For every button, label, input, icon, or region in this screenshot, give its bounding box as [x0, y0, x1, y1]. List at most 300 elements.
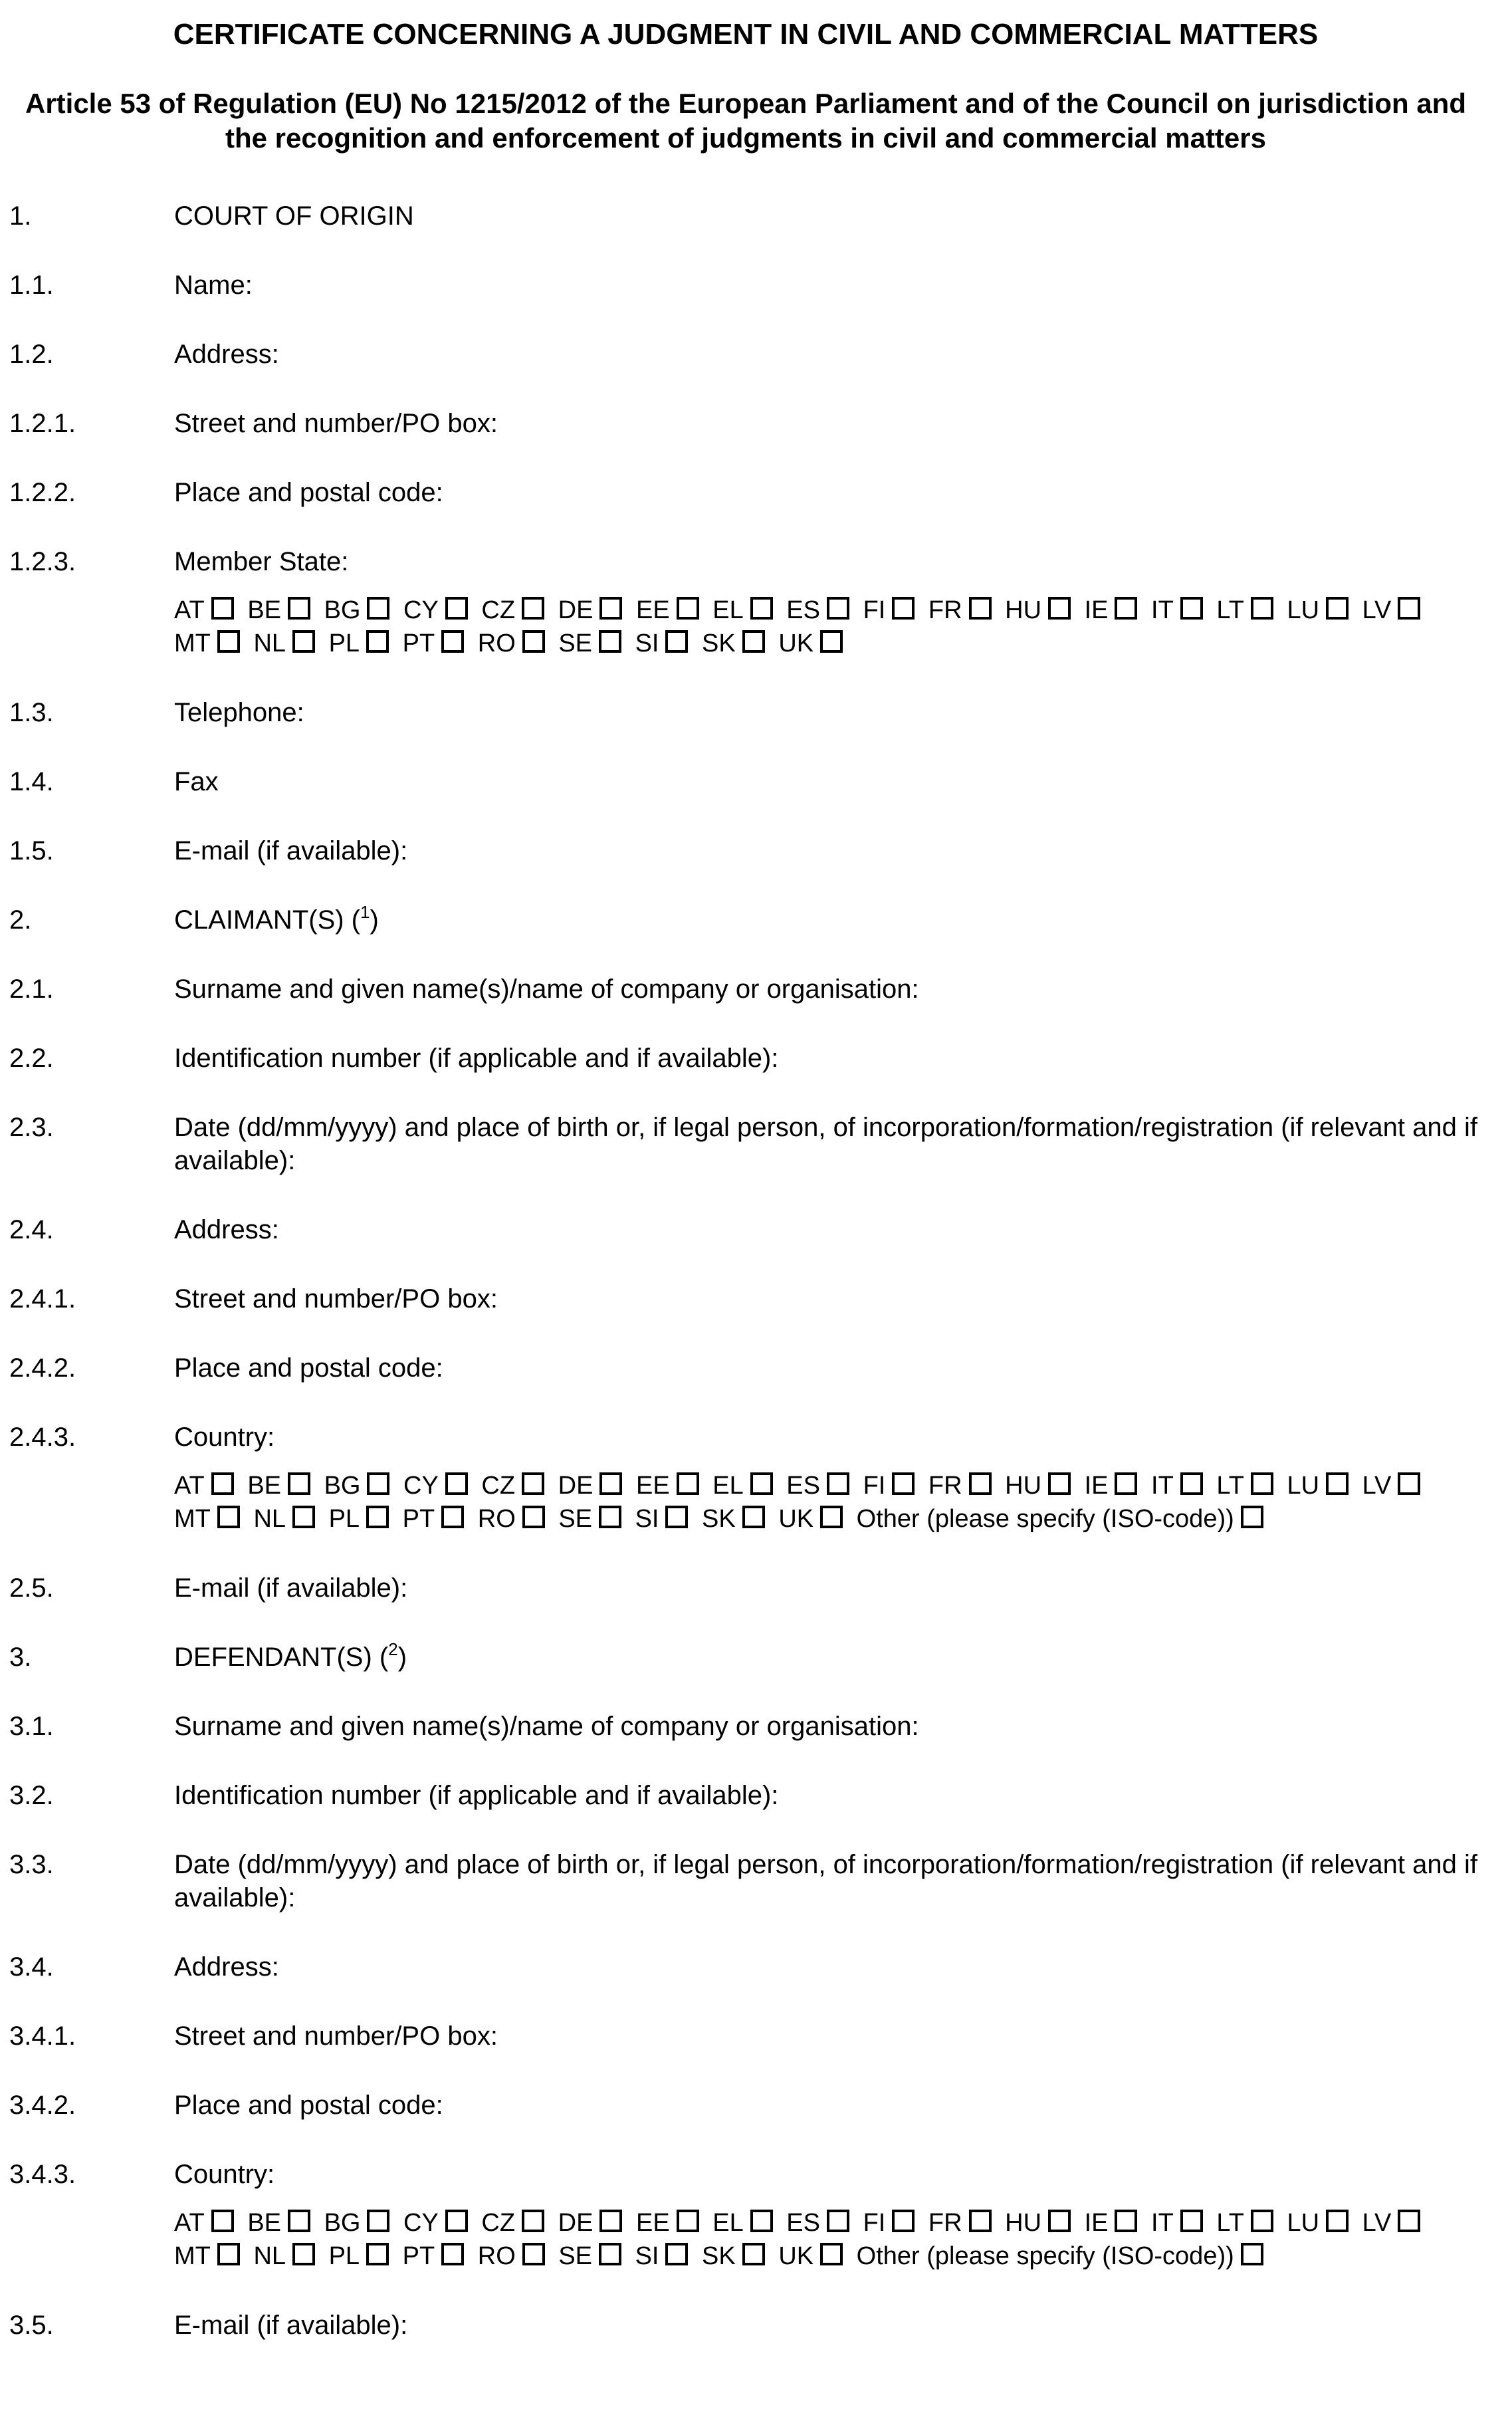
country-code-label: PL: [328, 1505, 360, 1533]
checkbox-nl[interactable]: [292, 630, 315, 653]
item-label: Identification number (if applicable and if available):: [174, 1044, 779, 1073]
checkbox-cy[interactable]: [445, 2210, 468, 2232]
checkbox-si[interactable]: [665, 2243, 688, 2265]
country-code-label: AT: [174, 1472, 205, 1500]
country-code-label: IE: [1084, 1472, 1109, 1500]
checkbox-lu[interactable]: [1326, 2210, 1349, 2232]
checkbox-lt[interactable]: [1251, 597, 1273, 620]
checkbox-de[interactable]: [599, 1472, 622, 1495]
country-code-label: EL: [712, 2209, 744, 2237]
country-option: [1085, 2209, 1138, 2237]
item-number: 1.3.: [9, 698, 54, 727]
country-option: [635, 1505, 689, 1533]
checkbox-mt[interactable]: [217, 630, 240, 653]
item-number: 2.4.1.: [9, 1284, 76, 1314]
country-option: [863, 1472, 915, 1500]
checkbox-nl[interactable]: [292, 1506, 315, 1528]
item-label: Member State:: [174, 547, 349, 576]
country-option: [174, 630, 240, 657]
item-number: 3.2.: [9, 1781, 54, 1810]
country-option: [712, 1472, 772, 1500]
item-number: 2.4.3.: [9, 1423, 76, 1452]
country-option: [857, 2242, 1263, 2270]
checkbox-bg[interactable]: [367, 2210, 389, 2232]
checkbox-pl[interactable]: [366, 2243, 389, 2265]
item-1-2-1-street: [9, 407, 1482, 440]
checkbox-el[interactable]: [750, 1472, 773, 1495]
country-code-label: CY: [403, 596, 439, 624]
checkbox-pl[interactable]: [366, 1506, 389, 1528]
item-2-4-3-country: [9, 1421, 1482, 1454]
checkbox-fi[interactable]: [892, 2210, 915, 2232]
item-1-5-email: [9, 834, 1482, 867]
footnote-reference: 2: [388, 1639, 398, 1659]
country-option: [558, 2209, 623, 2237]
item-number: 3.4.3.: [9, 2160, 76, 2189]
item-label: Place and postal code:: [174, 2091, 443, 2120]
section-heading-text: DEFENDANT(S) (: [174, 1643, 389, 1672]
checkbox-ee[interactable]: [677, 1472, 699, 1495]
country-code-label: PL: [328, 2242, 360, 2270]
country-checkbox-row-claimant: [174, 1469, 1482, 1536]
country-option: [324, 2209, 390, 2237]
country-code-label: MT: [174, 2242, 211, 2270]
checkbox-fi[interactable]: [892, 597, 915, 620]
country-option: [636, 1472, 699, 1500]
item-number: 2.: [9, 905, 32, 935]
country-code-label: LT: [1216, 1472, 1244, 1500]
item-number: 1.5.: [9, 836, 54, 865]
country-option: [1005, 2209, 1071, 2237]
document-title: CERTIFICATE CONCERNING A JUDGMENT IN CIVIL AND COMMERCIAL MATTERS: [173, 18, 1319, 51]
footnote-close: ): [397, 1643, 407, 1672]
country-code-label: EE: [635, 1472, 670, 1500]
country-code-label: SK: [702, 2242, 736, 2270]
item-2-1-surname: [9, 973, 1482, 1006]
country-code-label: HU: [1005, 1472, 1042, 1500]
item-2-4-1-street: [9, 1282, 1482, 1316]
country-option: [786, 2209, 849, 2237]
item-number: 3.1.: [9, 1712, 54, 1741]
item-number: 2.5.: [9, 1573, 54, 1603]
item-number: 1.2.: [9, 340, 54, 369]
checkbox-lt[interactable]: [1251, 1472, 1273, 1495]
checkbox-cz[interactable]: [522, 1472, 544, 1495]
item-3-3-date-place-birth: [9, 1848, 1482, 1914]
country-option: [778, 1505, 843, 1533]
country-option: [702, 2242, 765, 2270]
country-option: [253, 630, 315, 657]
item-number: 1.1.: [9, 271, 54, 300]
country-option: [174, 2242, 240, 2270]
country-code-label: AT: [174, 596, 205, 624]
checkbox-si[interactable]: [665, 1506, 688, 1528]
country-option: [636, 2209, 699, 2237]
country-code-label: NL: [253, 630, 286, 657]
country-code-label: BG: [324, 2209, 361, 2237]
country-option: [329, 2242, 389, 2270]
item-label: Surname and given name(s)/name of company or organisation:: [174, 975, 919, 1004]
item-label: COURT OF ORIGIN: [174, 201, 414, 231]
item-number: 1.: [9, 201, 32, 231]
checkbox-at[interactable]: [211, 597, 234, 620]
checkbox-at[interactable]: [211, 2210, 234, 2232]
country-option: [1287, 596, 1349, 624]
checkbox-bg[interactable]: [367, 597, 389, 620]
item-label: Street and number/PO box:: [174, 2021, 498, 2051]
item-label: Country:: [174, 2160, 275, 2189]
item-number: 3.5.: [9, 2311, 54, 2340]
country-code-label: EL: [712, 1472, 744, 1500]
country-code-label: RO: [477, 630, 516, 657]
checkbox-be[interactable]: [288, 1472, 310, 1495]
country-checkbox-row-defendant: [174, 2206, 1482, 2273]
checkbox-at[interactable]: [211, 1472, 234, 1495]
checkbox-es[interactable]: [827, 1472, 849, 1495]
item-3-4-address: [9, 1950, 1482, 1984]
checkbox-lu[interactable]: [1326, 597, 1349, 620]
checkbox-el[interactable]: [750, 2210, 773, 2232]
checkbox-uk[interactable]: [820, 1506, 843, 1528]
checkbox-lv[interactable]: [1398, 2210, 1420, 2232]
item-number: 2.3.: [9, 1113, 54, 1142]
country-code-label: IE: [1084, 596, 1109, 624]
checkbox-ie[interactable]: [1115, 597, 1137, 620]
checkbox-hu[interactable]: [1048, 597, 1071, 620]
checkbox-fr[interactable]: [969, 597, 992, 620]
country-code-label: NL: [253, 2242, 286, 2270]
country-option: [403, 1505, 465, 1533]
country-option: [253, 1505, 315, 1533]
country-code-label: CY: [403, 1472, 439, 1500]
country-code-label: CZ: [481, 596, 516, 624]
country-option: [558, 1472, 623, 1500]
country-option: [1085, 1472, 1138, 1500]
checkbox-se[interactable]: [599, 1506, 621, 1528]
checkbox-ie[interactable]: [1115, 2210, 1137, 2232]
country-option: [403, 1472, 468, 1500]
section-heading-text: CLAIMANT(S) (: [174, 905, 360, 935]
country-option: [174, 2209, 234, 2237]
country-option: [635, 2242, 689, 2270]
country-code-label: EE: [635, 596, 670, 624]
item-1-2-address: [9, 338, 1482, 371]
checkbox-cy[interactable]: [445, 1472, 468, 1495]
checkbox-ee[interactable]: [677, 597, 699, 620]
country-code-label: SI: [635, 630, 659, 657]
item-label: Country:: [174, 1423, 275, 1452]
country-option: [1362, 1472, 1421, 1500]
item-label: Date (dd/mm/yyyy) and place of birth or, if legal person, of incorporation/formation/registration (if relevant and if available):: [174, 1113, 1477, 1175]
country-code-label: BE: [247, 2209, 282, 2237]
country-option: [928, 596, 992, 624]
country-code-label: FR: [928, 1472, 962, 1500]
item-number: 3.4.1.: [9, 2021, 76, 2051]
checkbox-lv[interactable]: [1398, 1472, 1420, 1495]
item-label: Address:: [174, 1952, 279, 1982]
country-code-label: FI: [863, 1472, 886, 1500]
checkbox-el[interactable]: [750, 597, 773, 620]
country-option: [863, 2209, 915, 2237]
country-option: [1362, 596, 1421, 624]
item-label: E-mail (if available):: [174, 2311, 408, 2340]
checkbox-cz[interactable]: [522, 597, 544, 620]
country-code-label: DE: [558, 2209, 594, 2237]
country-code-label: SE: [558, 2242, 593, 2270]
country-option: [928, 1472, 992, 1500]
item-1-4-fax: [9, 765, 1482, 798]
country-code-label: CY: [403, 2209, 439, 2237]
country-option: [1287, 2209, 1349, 2237]
checkbox-ro[interactable]: [522, 1506, 545, 1528]
country-option: [786, 596, 849, 624]
country-option: [478, 630, 545, 657]
country-option: [1216, 1472, 1273, 1500]
country-code-label: FR: [928, 2209, 962, 2237]
country-option: [403, 596, 468, 624]
checkbox-it[interactable]: [1180, 2210, 1203, 2232]
item-label: Surname and given name(s)/name of company or organisation:: [174, 1712, 919, 1741]
checkbox-fr[interactable]: [969, 1472, 992, 1495]
item-3-4-2-place: [9, 2089, 1482, 2122]
country-code-label: PL: [328, 630, 360, 657]
item-1-court-of-origin: [9, 199, 1482, 233]
country-code-label: ES: [786, 1472, 820, 1500]
country-option: [253, 2242, 315, 2270]
checkbox-pt[interactable]: [441, 630, 464, 653]
country-code-label: EL: [712, 596, 744, 624]
checkbox-be[interactable]: [288, 597, 310, 620]
item-3-defendants: [9, 1641, 1482, 1674]
country-code-label: CZ: [481, 1472, 516, 1500]
checkbox-other[interactable]: [1241, 2243, 1263, 2265]
checkbox-es[interactable]: [827, 597, 849, 620]
country-option: [857, 1505, 1263, 1533]
country-code-label: MT: [174, 630, 211, 657]
checkbox-si[interactable]: [665, 630, 688, 653]
item-3-4-1-street: [9, 2019, 1482, 2053]
country-code-label: BE: [247, 596, 282, 624]
item-1-2-3-member-state: [9, 545, 1482, 578]
country-code-label: NL: [253, 1505, 286, 1533]
country-option: [247, 2209, 310, 2237]
country-code-label: PT: [402, 1505, 435, 1533]
country-code-label: FR: [928, 596, 962, 624]
country-code-label: LU: [1287, 1472, 1320, 1500]
document-subtitle: Article 53 of Regulation (EU) No 1215/2012 of the European Parliament and of the Council on jurisdiction and the recognition and enforcement of judgments in civil and commercial matters: [25, 88, 1466, 154]
item-number: 3.4.2.: [9, 2091, 76, 2120]
country-code-label: PT: [402, 630, 435, 657]
country-code-label: SK: [702, 630, 736, 657]
country-code-label: FI: [863, 596, 886, 624]
checkbox-se[interactable]: [599, 2243, 621, 2265]
item-label: Place and postal code:: [174, 478, 443, 507]
checkbox-de[interactable]: [599, 597, 622, 620]
country-code-label: SI: [635, 2242, 659, 2270]
item-2-4-address: [9, 1213, 1482, 1246]
country-option: [1287, 1472, 1349, 1500]
country-option: [247, 596, 310, 624]
checkbox-lu[interactable]: [1326, 1472, 1349, 1495]
member-state-checkbox-row: [174, 594, 1482, 660]
country-option: [481, 596, 544, 624]
country-option: [329, 630, 389, 657]
item-label: E-mail (if available):: [174, 836, 408, 865]
checkbox-uk[interactable]: [820, 630, 843, 653]
item-number: 1.2.1.: [9, 409, 76, 438]
country-option: [1005, 1472, 1071, 1500]
form-items: [9, 199, 1482, 2342]
country-option: [324, 1472, 390, 1500]
item-number: 3.3.: [9, 1850, 54, 1879]
item-2-3-date-place-birth: [9, 1111, 1482, 1177]
item-label: Identification number (if applicable and if available):: [174, 1781, 779, 1810]
country-option: [1085, 596, 1138, 624]
checkbox-sk[interactable]: [742, 630, 765, 653]
checkbox-ro[interactable]: [522, 2243, 545, 2265]
country-code-label: BE: [247, 1472, 282, 1500]
item-label: Street and number/PO box:: [174, 1284, 498, 1314]
checkbox-ee[interactable]: [677, 2210, 699, 2232]
country-option: [478, 1505, 545, 1533]
checkbox-cy[interactable]: [445, 597, 468, 620]
checkbox-fi[interactable]: [892, 1472, 915, 1495]
country-option: [786, 1472, 849, 1500]
checkbox-pt[interactable]: [441, 2243, 464, 2265]
country-option: [403, 2209, 468, 2237]
checkbox-other[interactable]: [1241, 1506, 1263, 1528]
checkbox-sk[interactable]: [742, 2243, 765, 2265]
country-option: [1362, 2209, 1421, 2237]
country-option: [1216, 596, 1273, 624]
checkbox-se[interactable]: [599, 630, 621, 653]
country-code-label: LU: [1287, 2209, 1320, 2237]
country-option: [174, 1505, 240, 1533]
country-code-label: BG: [324, 1472, 361, 1500]
country-option: [481, 2209, 544, 2237]
checkbox-hu[interactable]: [1048, 1472, 1071, 1495]
item-number: 1.4.: [9, 767, 54, 796]
checkbox-ro[interactable]: [522, 630, 545, 653]
checkbox-be[interactable]: [288, 2210, 310, 2232]
item-label: [174, 903, 1482, 937]
country-code-label: RO: [477, 2242, 516, 2270]
checkbox-mt[interactable]: [217, 1506, 240, 1528]
country-code-label: CZ: [481, 2209, 516, 2237]
item-label: Address:: [174, 1215, 279, 1244]
country-option: [329, 1505, 389, 1533]
checkbox-lt[interactable]: [1251, 2210, 1273, 2232]
country-option: [324, 596, 390, 624]
country-option: [558, 2242, 621, 2270]
checkbox-pt[interactable]: [441, 1506, 464, 1528]
country-code-label: LV: [1362, 1472, 1392, 1500]
checkbox-nl[interactable]: [292, 2243, 315, 2265]
item-label: Street and number/PO box:: [174, 409, 498, 438]
country-code-label: Other (please specify (ISO-code)): [856, 1505, 1234, 1533]
country-option: [1151, 2209, 1203, 2237]
checkbox-cz[interactable]: [522, 2210, 544, 2232]
country-option: [636, 596, 699, 624]
checkbox-de[interactable]: [599, 2210, 622, 2232]
country-option: [174, 1472, 234, 1500]
country-option: [863, 596, 915, 624]
item-number: 3.4.: [9, 1952, 54, 1982]
checkbox-it[interactable]: [1180, 597, 1203, 620]
country-code-label: SI: [635, 1505, 659, 1533]
country-code-label: SE: [558, 630, 593, 657]
country-code-label: ES: [786, 2209, 820, 2237]
item-3-5-email: [9, 2309, 1482, 2342]
checkbox-sk[interactable]: [742, 1506, 765, 1528]
item-2-4-2-place: [9, 1351, 1482, 1385]
item-number: 3.: [9, 1643, 32, 1672]
item-1-1-name: [9, 269, 1482, 302]
country-code-label: EE: [635, 2209, 670, 2237]
item-label: E-mail (if available):: [174, 1573, 408, 1603]
country-code-label: LV: [1362, 2209, 1392, 2237]
country-code-label: UK: [778, 630, 814, 657]
country-code-label: SE: [558, 1505, 593, 1533]
item-number: 2.1.: [9, 975, 54, 1004]
checkbox-bg[interactable]: [367, 1472, 389, 1495]
country-option: [247, 1472, 310, 1500]
country-option: [702, 1505, 765, 1533]
country-code-label: MT: [174, 1505, 211, 1533]
checkbox-mt[interactable]: [217, 2243, 240, 2265]
country-option: [403, 630, 465, 657]
checkbox-fr[interactable]: [969, 2210, 992, 2232]
checkbox-it[interactable]: [1180, 1472, 1203, 1495]
country-code-label: PT: [402, 2242, 435, 2270]
country-option: [712, 596, 772, 624]
item-number: 2.2.: [9, 1044, 54, 1073]
country-code-label: IT: [1151, 1472, 1174, 1500]
country-code-label: DE: [558, 596, 594, 624]
item-2-2-identification: [9, 1042, 1482, 1075]
country-code-label: IE: [1084, 2209, 1109, 2237]
footnote-close: ): [370, 905, 379, 935]
country-option: [1151, 596, 1203, 624]
country-option: [1216, 2209, 1273, 2237]
item-label: Telephone:: [174, 698, 304, 727]
country-option: [478, 2242, 545, 2270]
country-code-label: FI: [863, 2209, 886, 2237]
country-code-label: LT: [1216, 2209, 1244, 2237]
country-option: [778, 2242, 843, 2270]
country-option: [558, 596, 623, 624]
item-2-5-email: [9, 1571, 1482, 1605]
item-label: Place and postal code:: [174, 1353, 443, 1383]
checkbox-uk[interactable]: [820, 2243, 843, 2265]
country-option: [1005, 596, 1071, 624]
item-label: [174, 1641, 1482, 1674]
country-code-label: SK: [702, 1505, 736, 1533]
country-option: [712, 2209, 772, 2237]
item-3-1-surname: [9, 1710, 1482, 1743]
checkbox-pl[interactable]: [366, 630, 389, 653]
country-option: [778, 630, 843, 657]
item-label: Address:: [174, 340, 279, 369]
checkbox-ie[interactable]: [1115, 1472, 1137, 1495]
country-code-label: DE: [558, 1472, 594, 1500]
checkbox-hu[interactable]: [1048, 2210, 1071, 2232]
item-number: 1.2.2.: [9, 478, 76, 507]
country-option: [403, 2242, 465, 2270]
footnote-reference: 1: [360, 902, 370, 922]
checkbox-es[interactable]: [827, 2210, 849, 2232]
checkbox-lv[interactable]: [1398, 597, 1420, 620]
